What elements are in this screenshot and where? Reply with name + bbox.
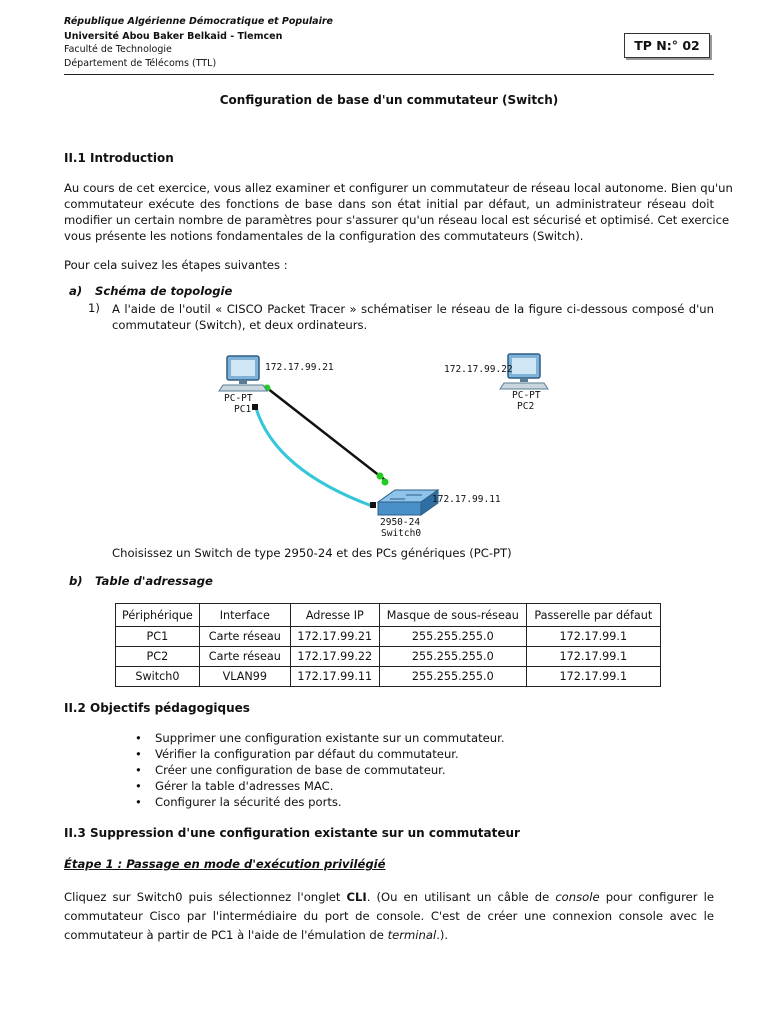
col-header: Interface bbox=[199, 604, 290, 627]
col-header: Passerelle par défaut bbox=[526, 604, 660, 627]
tp-number-badge: TP N:° 02 bbox=[624, 33, 710, 58]
table-cell: 255.255.255.0 bbox=[379, 647, 526, 667]
step1-line bbox=[64, 888, 714, 907]
subsection-table-heading bbox=[69, 574, 213, 588]
subsection-title: Schéma de topologie bbox=[95, 284, 233, 298]
header-university: Université Abou Baker Belkaid - Tlemcen bbox=[64, 31, 283, 42]
step1-paragraph bbox=[64, 888, 714, 945]
intro-line: vous présente les notions fondamentales de la configuration des commutateurs (Switch). bbox=[64, 229, 584, 243]
table-row bbox=[116, 627, 661, 647]
item1-line: A l'aide de l'outil « CISCO Packet Tracer » schématiser le réseau de la figure ci-dessous composé d'un bbox=[112, 302, 714, 316]
list-item: • Créer une configuration de base de commutateur. bbox=[135, 762, 505, 778]
pc1-type-label: PC-PT bbox=[224, 393, 253, 404]
item-number: 1) bbox=[88, 301, 100, 315]
item1-line: commutateur (Switch), et deux ordinateurs. bbox=[112, 318, 368, 332]
subsection-title: Table d'adressage bbox=[95, 574, 213, 588]
topology-caption: Choisissez un Switch de type 2950-24 et des PCs génériques (PC-PT) bbox=[112, 546, 512, 560]
console-term: console bbox=[555, 890, 600, 904]
steps-intro: Pour cela suivez les étapes suivantes : bbox=[64, 258, 288, 272]
switch-model-label: 2950-24 bbox=[380, 517, 421, 528]
text-run: .). bbox=[436, 928, 449, 942]
list-item: • Configurer la sécurité des ports. bbox=[135, 794, 505, 810]
switch-ip-label: 172.17.99.11 bbox=[432, 494, 501, 505]
pc1-ip-label: 172.17.99.21 bbox=[265, 362, 334, 373]
pc2-ip-label: 172.17.99.22 bbox=[444, 364, 513, 375]
intro-line: modifier un certain nombre de paramètres pour s'assurer qu'un réseau local est sécurisé et optimisé. Cet exercice bbox=[64, 213, 730, 227]
table-cell: 172.17.99.22 bbox=[290, 647, 379, 667]
table-cell: PC1 bbox=[116, 627, 200, 647]
step1-line: commutateur Cisco par l'intermédiaire du port de console. C'est de créer une connexion console avec le bbox=[64, 909, 714, 923]
objectives-list bbox=[135, 730, 505, 810]
intro-paragraph bbox=[64, 180, 733, 244]
intro-line: commutateur exécute des fonctions de base dans son état initial par défaut, un administrateur réseau doit bbox=[64, 197, 714, 211]
table-cell: 255.255.255.0 bbox=[379, 667, 526, 687]
pc2-name-label: PC2 bbox=[517, 401, 535, 412]
table-cell: PC2 bbox=[116, 647, 200, 667]
switch-name-label: Switch0 bbox=[381, 528, 422, 539]
table-row bbox=[116, 667, 661, 687]
header-faculty: Faculté de Technologie bbox=[64, 44, 172, 55]
table-cell: 172.17.99.21 bbox=[290, 627, 379, 647]
table-cell: Switch0 bbox=[116, 667, 200, 687]
cli-term: CLI bbox=[346, 890, 367, 904]
console-port-switch bbox=[370, 502, 376, 508]
intro-line: Au cours de cet exercice, vous allez examiner et configurer un commutateur de réseau local autonome. Bien qu'un bbox=[64, 181, 733, 195]
topology-diagram bbox=[200, 350, 541, 545]
list-item: • Vérifier la configuration par défaut du commutateur. bbox=[135, 746, 505, 762]
straight-cable bbox=[267, 388, 385, 480]
link-light-switch-port bbox=[382, 479, 389, 486]
addressing-table bbox=[115, 603, 661, 687]
section-intro-heading: II.1 Introduction bbox=[64, 151, 174, 165]
step1-heading: Étape 1 : Passage en mode d'exécution privilégié bbox=[64, 857, 386, 871]
subsection-letter: a) bbox=[69, 284, 83, 298]
document-title: Configuration de base d'un commutateur (Switch) bbox=[219, 93, 559, 107]
table-cell: Carte réseau bbox=[199, 627, 290, 647]
switch-icon bbox=[378, 490, 438, 515]
table-cell: 172.17.99.1 bbox=[526, 627, 660, 647]
header-divider bbox=[64, 74, 714, 75]
col-header: Masque de sous-réseau bbox=[379, 604, 526, 627]
subsection-letter: b) bbox=[69, 574, 83, 588]
section-objectives-heading: II.2 Objectifs pédagogiques bbox=[64, 701, 250, 715]
terminal-term: terminal bbox=[387, 928, 437, 942]
table-cell: Carte réseau bbox=[199, 647, 290, 667]
header-department: Département de Télécoms (TTL) bbox=[64, 58, 217, 69]
text-run: . (Ou en utilisant un câble de bbox=[366, 890, 556, 904]
text-run: commutateur à partir de PC1 à l'aide de l'émulation de bbox=[64, 928, 388, 942]
table-cell: 172.17.99.11 bbox=[290, 667, 379, 687]
header-republic: République Algérienne Démocratique et Populaire bbox=[64, 16, 333, 27]
table-header-row bbox=[116, 604, 661, 627]
section-reset-heading: II.3 Suppression d'une configuration existante sur un commutateur bbox=[64, 826, 520, 840]
link-light-switch bbox=[377, 473, 384, 480]
col-header: Périphérique bbox=[116, 604, 200, 627]
pc1-computer-icon bbox=[219, 356, 267, 391]
item1-text bbox=[112, 301, 714, 333]
col-header: Adresse IP bbox=[290, 604, 379, 627]
list-item: • Supprimer une configuration existante sur un commutateur. bbox=[135, 730, 505, 746]
list-item: • Gérer la table d'adresses MAC. bbox=[135, 778, 505, 794]
pc2-type-label: PC-PT bbox=[512, 390, 541, 401]
pc1-name-label: PC1 bbox=[234, 404, 252, 415]
table-cell: VLAN99 bbox=[199, 667, 290, 687]
subsection-topology-heading bbox=[69, 284, 232, 298]
table-cell: 172.17.99.1 bbox=[526, 647, 660, 667]
table-row bbox=[116, 647, 661, 667]
text-run: pour configurer le bbox=[599, 890, 714, 904]
table-cell: 255.255.255.0 bbox=[379, 627, 526, 647]
text-run: Cliquez sur Switch0 puis sélectionnez l'onglet bbox=[64, 890, 347, 904]
console-port-pc1 bbox=[252, 404, 258, 410]
table-cell: 172.17.99.1 bbox=[526, 667, 660, 687]
step1-line bbox=[64, 926, 714, 945]
